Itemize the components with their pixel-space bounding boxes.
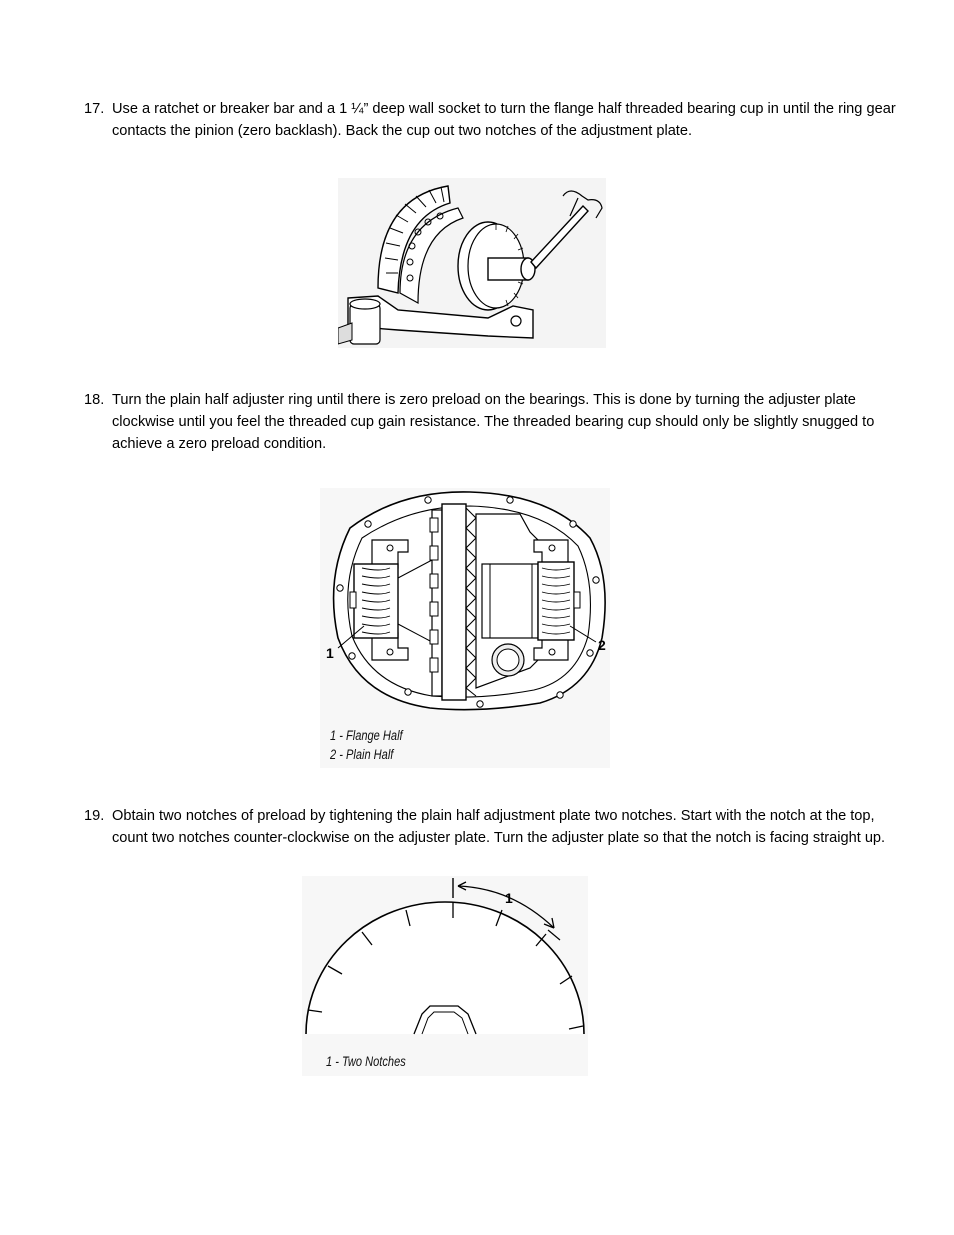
callout-1: 1 [326, 645, 334, 661]
step-text: Use a ratchet or breaker bar and a 1 ¼” deep wall socket to turn the flange half threaded bearing cup in until the ring gear contacts the pinion (zero backlash). Back the cup out two notches of the adjustment plate. [112, 101, 896, 139]
step-text: Obtain two notches of preload by tightening the plain half adjustment plate two notches. Start with the notch at the top, count two notches counter-clockwise on the adjuster plate. Turn the adjuster plate so that the notch is facing straight up. [112, 808, 886, 846]
callout-1: 1 [505, 890, 513, 906]
step-number: 17. [84, 101, 105, 117]
step-19 [84, 805, 904, 849]
bearing-cup-socket-illustration [338, 178, 606, 348]
step-number: 18. [84, 392, 105, 408]
step-number: 19. [84, 808, 105, 824]
figure-legend-two-notches: 1 - Two Notches [326, 1054, 406, 1069]
callout-2: 2 [598, 637, 606, 653]
step-text: Turn the plain half adjuster ring until there is zero preload on the bearings. This is done by turning the adjuster plate clockwise until you feel the threaded cup gain resistance. The threaded bearing cup should only be slightly snugged to achieve a zero preload condition. [112, 392, 875, 452]
adjuster-plate-notch-diagram [302, 876, 588, 1076]
figure-legend-plain-half: 2 - Plain Half [330, 747, 394, 762]
figure-legend-flange-half: 1 - Flange Half [330, 728, 403, 743]
step-17 [84, 98, 904, 142]
step-18 [84, 389, 904, 455]
